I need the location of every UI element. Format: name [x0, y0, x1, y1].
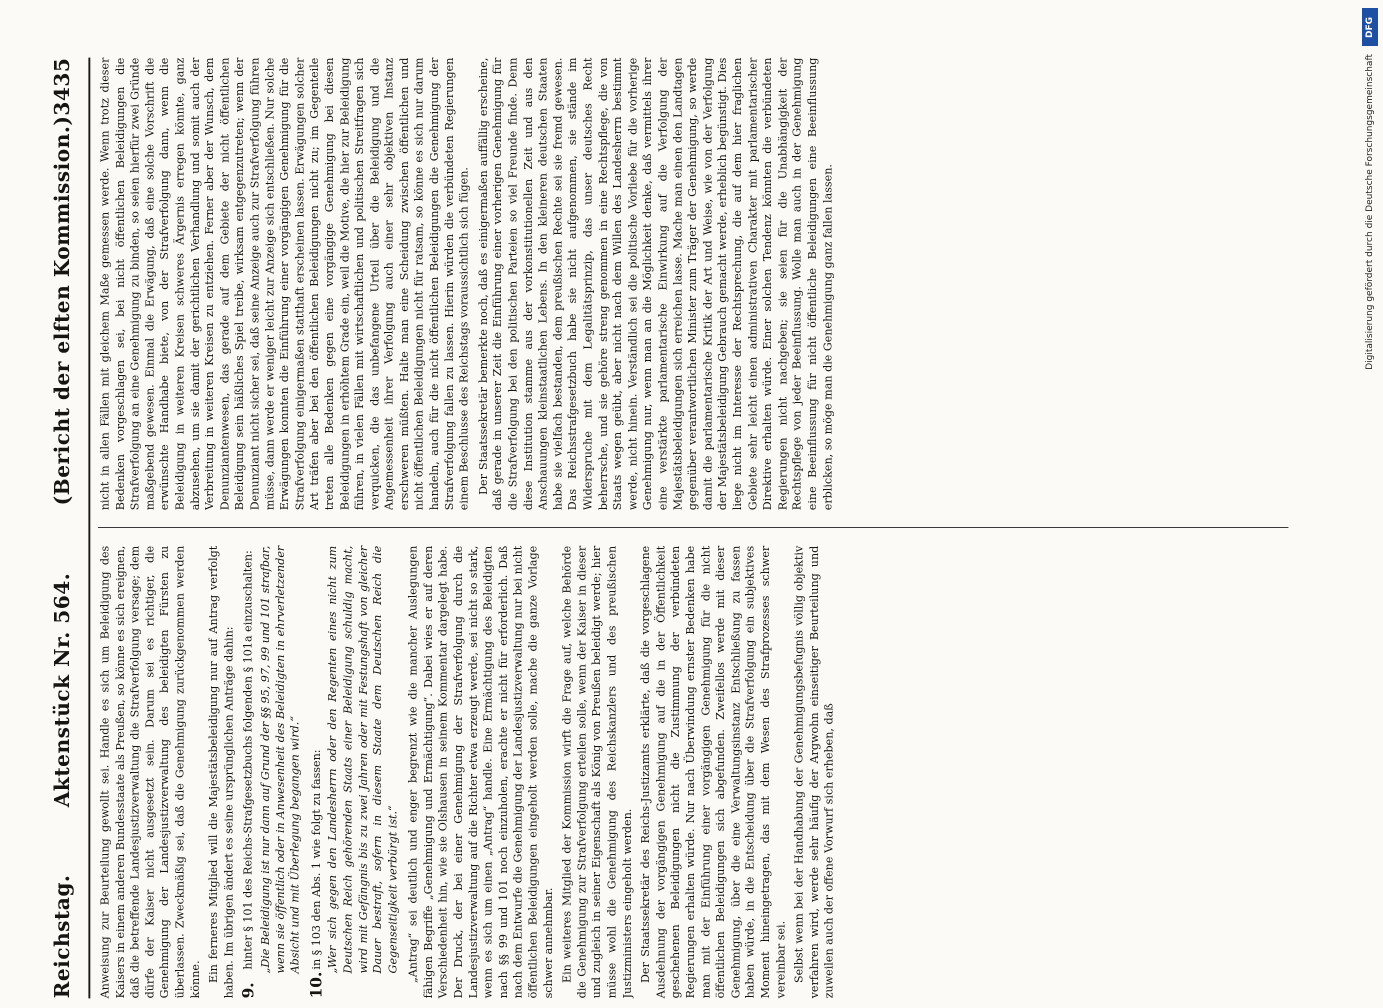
digitization-credit	[1359, 8, 1381, 992]
left-paragraph-4: Ein weiteres Mitglied der Kommission wirft die Frage auf, welche Behörde die Genehmigung zur Strafverfolgung erteilen solle, wenn der Kaiser in dieser und zugleich in seiner Eigenschaft als König von Preußen beleidigt werde; hier müsse wohl die Genehmigung des Reichskanzlers und des preußischen Justizministers eingeholt werden.	[559, 545, 634, 999]
header-center: Aktenstück Nr. 564.	[50, 572, 74, 808]
left-paragraph-5: Der Staatssekretär des Reichs-Justizamts erklärte, daß die vorgeschlagene Ausdehnung der vorgängigen Genehmigung auf die in der Öffentlichkeit geschehenen Beleidigungen nicht die Zustimmung der verbündeten Regierungen erhalten würde. Nur nach Überwindung ernster Bedenken habe man mit der Einführung einer vorgängigen Genehmigung für die nicht öffentlichen Beleidigungen sich abgefunden. Zweifellos werde mit dieser Genehmigung, über die eine Verwaltungsinstanz Entschließung zu fassen haben würde, in die Entscheidung über die Strafverfolgung ein subjektives Moment hineingetragen, das mit dem Wesen des Strafprozesses schwer vereinbar sei.	[638, 545, 787, 999]
credit-text: Digitalisierung gefördert durch die Deutsche Forschungsgemeinschaft	[1365, 54, 1375, 370]
page-number: 3435	[50, 57, 74, 116]
scanned-page	[50, 48, 1298, 1008]
motion-quote-10: „Wer sich gegen den Landesherrn oder den Regenten eines nicht zum Deutschen Reich gehörenden Staats einer Beleidigung schuldig macht, wird mit Gefängnis bis zu zwei Jahren oder mit Festungshaft von gleicher Dauer bestraft, sofern in diesem Staate dem Deutschen Reich die Gegenseitigkeit verbürgt ist.“	[325, 545, 400, 974]
column-divider	[98, 528, 1288, 529]
right-column	[98, 58, 1288, 511]
motion-number-9: 9.	[239, 982, 258, 999]
motion-item-10	[309, 546, 324, 999]
motion-text-10: in § 103 den Abs. 1 wie folgt zu fassen:	[308, 749, 323, 970]
left-paragraph-2: Ein ferneres Mitglied will die Majestätsbeleidigung nur auf Antrag verfolgt haben. Im übrigen ändert es seine ursprünglichen Anträge dahin:	[206, 545, 236, 999]
left-paragraph-3: „Antrag“ sei deutlich und enger begrenzt wie die mancher Auslegungen fähigen Begriffe „Genehmigung und Ermächtigung“. Dabei wies er auf deren Verschiedenheit hin, wie sie Olshausen in seinem Kommentar dargelegt habe. Der Druck, der bei einer Genehmigung der Strafverfolgung durch die Landesjustizverwaltung auf die Richter etwa erzeugt werde, sei nicht so stark, wenn es sich um einen „Antrag“ handle. Eine Ermächtigung des Beleidigten nach §§ 99 und 101 noch einzuholen, erachte er nicht für erforderlich. Daß nach dem Entwurfe die Genehmigung der Landesjustizverwaltung nur bei nicht öffentlichen Beleidigungen eingeholt werden solle, mache die ganze Vorlage schwer annehmbar.	[406, 545, 555, 999]
text-columns	[98, 58, 1288, 999]
header-left: Reichstag.	[50, 874, 74, 999]
motion-item-9	[241, 546, 256, 999]
left-column	[98, 546, 1288, 999]
right-paragraph-1: nicht in allen Fällen mit gleichem Maße gemessen werde. Wenn trotz dieser Bedenken vorgeschlagen sei, bei nicht öffentlichen Beleidigungen die Strafverfolgung an eine Genehmigung zu binden, so seien hierfür zwei Gründe maßgebend gewesen. Einmal die Erwägung, daß eine solche Vorschrift die erwünschte Handhabe biete, von der Strafverfolgung dann, wenn die Beleidigung in weiteren Kreisen schweres Ärgernis erregen könnte, ganz abzusehen, um sie damit der gerichtlichen Verhandlung und somit auch der Verbreitung in weiteren Kreisen zu entziehen. Ferner aber der Wunsch, dem Denunziantenwesen, das gerade auf dem Gebiete der nicht öffentlichen Beleidigung sein häßliches Spiel treibe, wirksam entgegenzutreten; wenn der Denunziant nicht sicher sei, daß seine Anzeige auch zur Strafverfolgung führen müsse, dann werde er weniger leicht zur Anzeige sich entschließen. Nur solche Erwägungen konnten die Einführung einer vorgängigen Genehmigung für die Strafverfolgung einigermaßen statthaft erscheinen lassen. Erwägungen solcher Art träfen aber bei den öffentlichen Beleidigungen nicht zu; im Gegenteile treten alle Bedenken gegen eine vorgängige Genehmigung bei diesen Beleidigungen in erhöhtem Grade ein, weil die Motive, die hier zur Beleidigung führen, in vielen Fällen mit wirtschaftlichen und politischen Streitfragen sich verquicken, die das unbefangene Urteil über die Beleidigung und die Angemessenheit ihrer Verfolgung auch einer sehr objektiven Instanz erschweren müßten. Halte man eine Scheidung zwischen öffentlichen und nicht öffentlichen Beleidigungen nicht für ratsam, so könne es sich nur darum handeln, auch für die nicht öffentlichen Beleidigungen die Genehmigung der Strafverfolgung fallen zu lassen. Hierin würden die verbündeten Regierungen einem Beschlusse des Reichstags voraussichtlich sich fügen.	[98, 57, 471, 511]
header-right-title: (Bericht der elften Kommission.)	[50, 115, 74, 506]
motion-number-10: 10.	[307, 971, 326, 999]
dfg-logo: DFG	[1362, 8, 1378, 46]
running-head	[50, 58, 88, 999]
right-paragraph-2: Der Staatssekretär bemerkte noch, daß es einigermaßen auffällig erscheine, daß gerade in unserer Zeit die Einführung einer vorherigen Genehmigung für die Strafverfolgung bei den politischen Parteien so viel Freunde finde. Denn diese Institution stamme aus der vorkonstitutionellen Zeit und aus den Anschauungen kleinstaatlichen Lebens. In den kleineren deutschen Staaten habe sie vielfach bestanden, dem preußischen Rechte sei sie fremd gewesen. Das Reichsstrafgesetzbuch habe sie nicht aufgenommen, sie stände im Widerspruche mit dem Legalitätsprinzip, das unser deutsches Recht beherrsche, und sie gehöre streng genommen in eine Rechtspflege, die von Staats wegen geübt, aber nicht nach dem Willen des Landesherrn bestimmt werde, nicht hinein. Verständlich sei die politische Vorliebe für die vorherige Genehmigung nur, wenn man an die Möglichkeit denke, daß vermittels ihrer eine verstärkte parlamentarische Einwirkung auf die Verfolgung der Majestätsbeleidigungen sich erreichen lasse. Mache man einen den Landtagen gegenüber verantwortlichen Minister zum Träger der Genehmigung, so werde damit die parlamentarische Kritik der Art und Weise, wie von der Verfolgung der Majestätsbeleidigung Gebrauch gemacht werde, erheblich begünstigt. Dies liege nicht im Interesse der Rechtsprechung, die auf dem hier fraglichen Gebiete sehr leicht einen administrativen Charakter mit parlamentarischer Direktive erhalten würde. Einer solchen Tendenz könnten die verbündeten Regierungen nicht nachgeben; sie seien für die Unabhängigkeit der Rechtspflege von jeder Beeinflussung. Wolle man auch in der Genehmigung eine Beeinflussung für nicht öffentliche Beleidigungen eine Beeinflussung erblicken, so möge man die Genehmigung ganz fallen lassen.	[476, 57, 834, 511]
motion-quote-9: „Die Beleidigung ist nur dann auf Grund der §§ 95, 97, 99 und 101 strafbar, wenn sie öffentlich oder in Anwesenheit des Beleidigten in ehrverletzender Absicht und mit Überlegung begangen wird.“	[258, 545, 302, 974]
header-rule	[88, 58, 90, 999]
motion-text-9: hinter § 101 des Reichs-Strafgesetzbuchs folgenden § 101a einzuschalten:	[241, 550, 255, 970]
left-paragraph-1: Anweisung zur Beurteilung gewollt sei. Handle es sich um Beleidigung des Kaisers in einem anderen Bundesstaate als Preußen, so könne es sich ereignen, daß die betreffende Landesjustizverwaltung die Strafverfolgung versage; dem dürfe der Kaiser nicht ausgesetzt sein. Darum sei es richtiger, die Genehmigung der Landesjustizverwaltung des beleidigten Fürsten zu überlassen. Zweckmäßig sei, daß die Genehmigung zurückgenommen werden könne.	[98, 545, 202, 999]
left-paragraph-6: Selbst wenn bei der Handhabung der Genehmigungsbefugnis völlig objektiv verfahren wird, werde sehr häufig der Argwohn einseitiger Beurteilung und zuweilen auch der offene Vorwurf sich erheben, daß	[792, 545, 836, 999]
